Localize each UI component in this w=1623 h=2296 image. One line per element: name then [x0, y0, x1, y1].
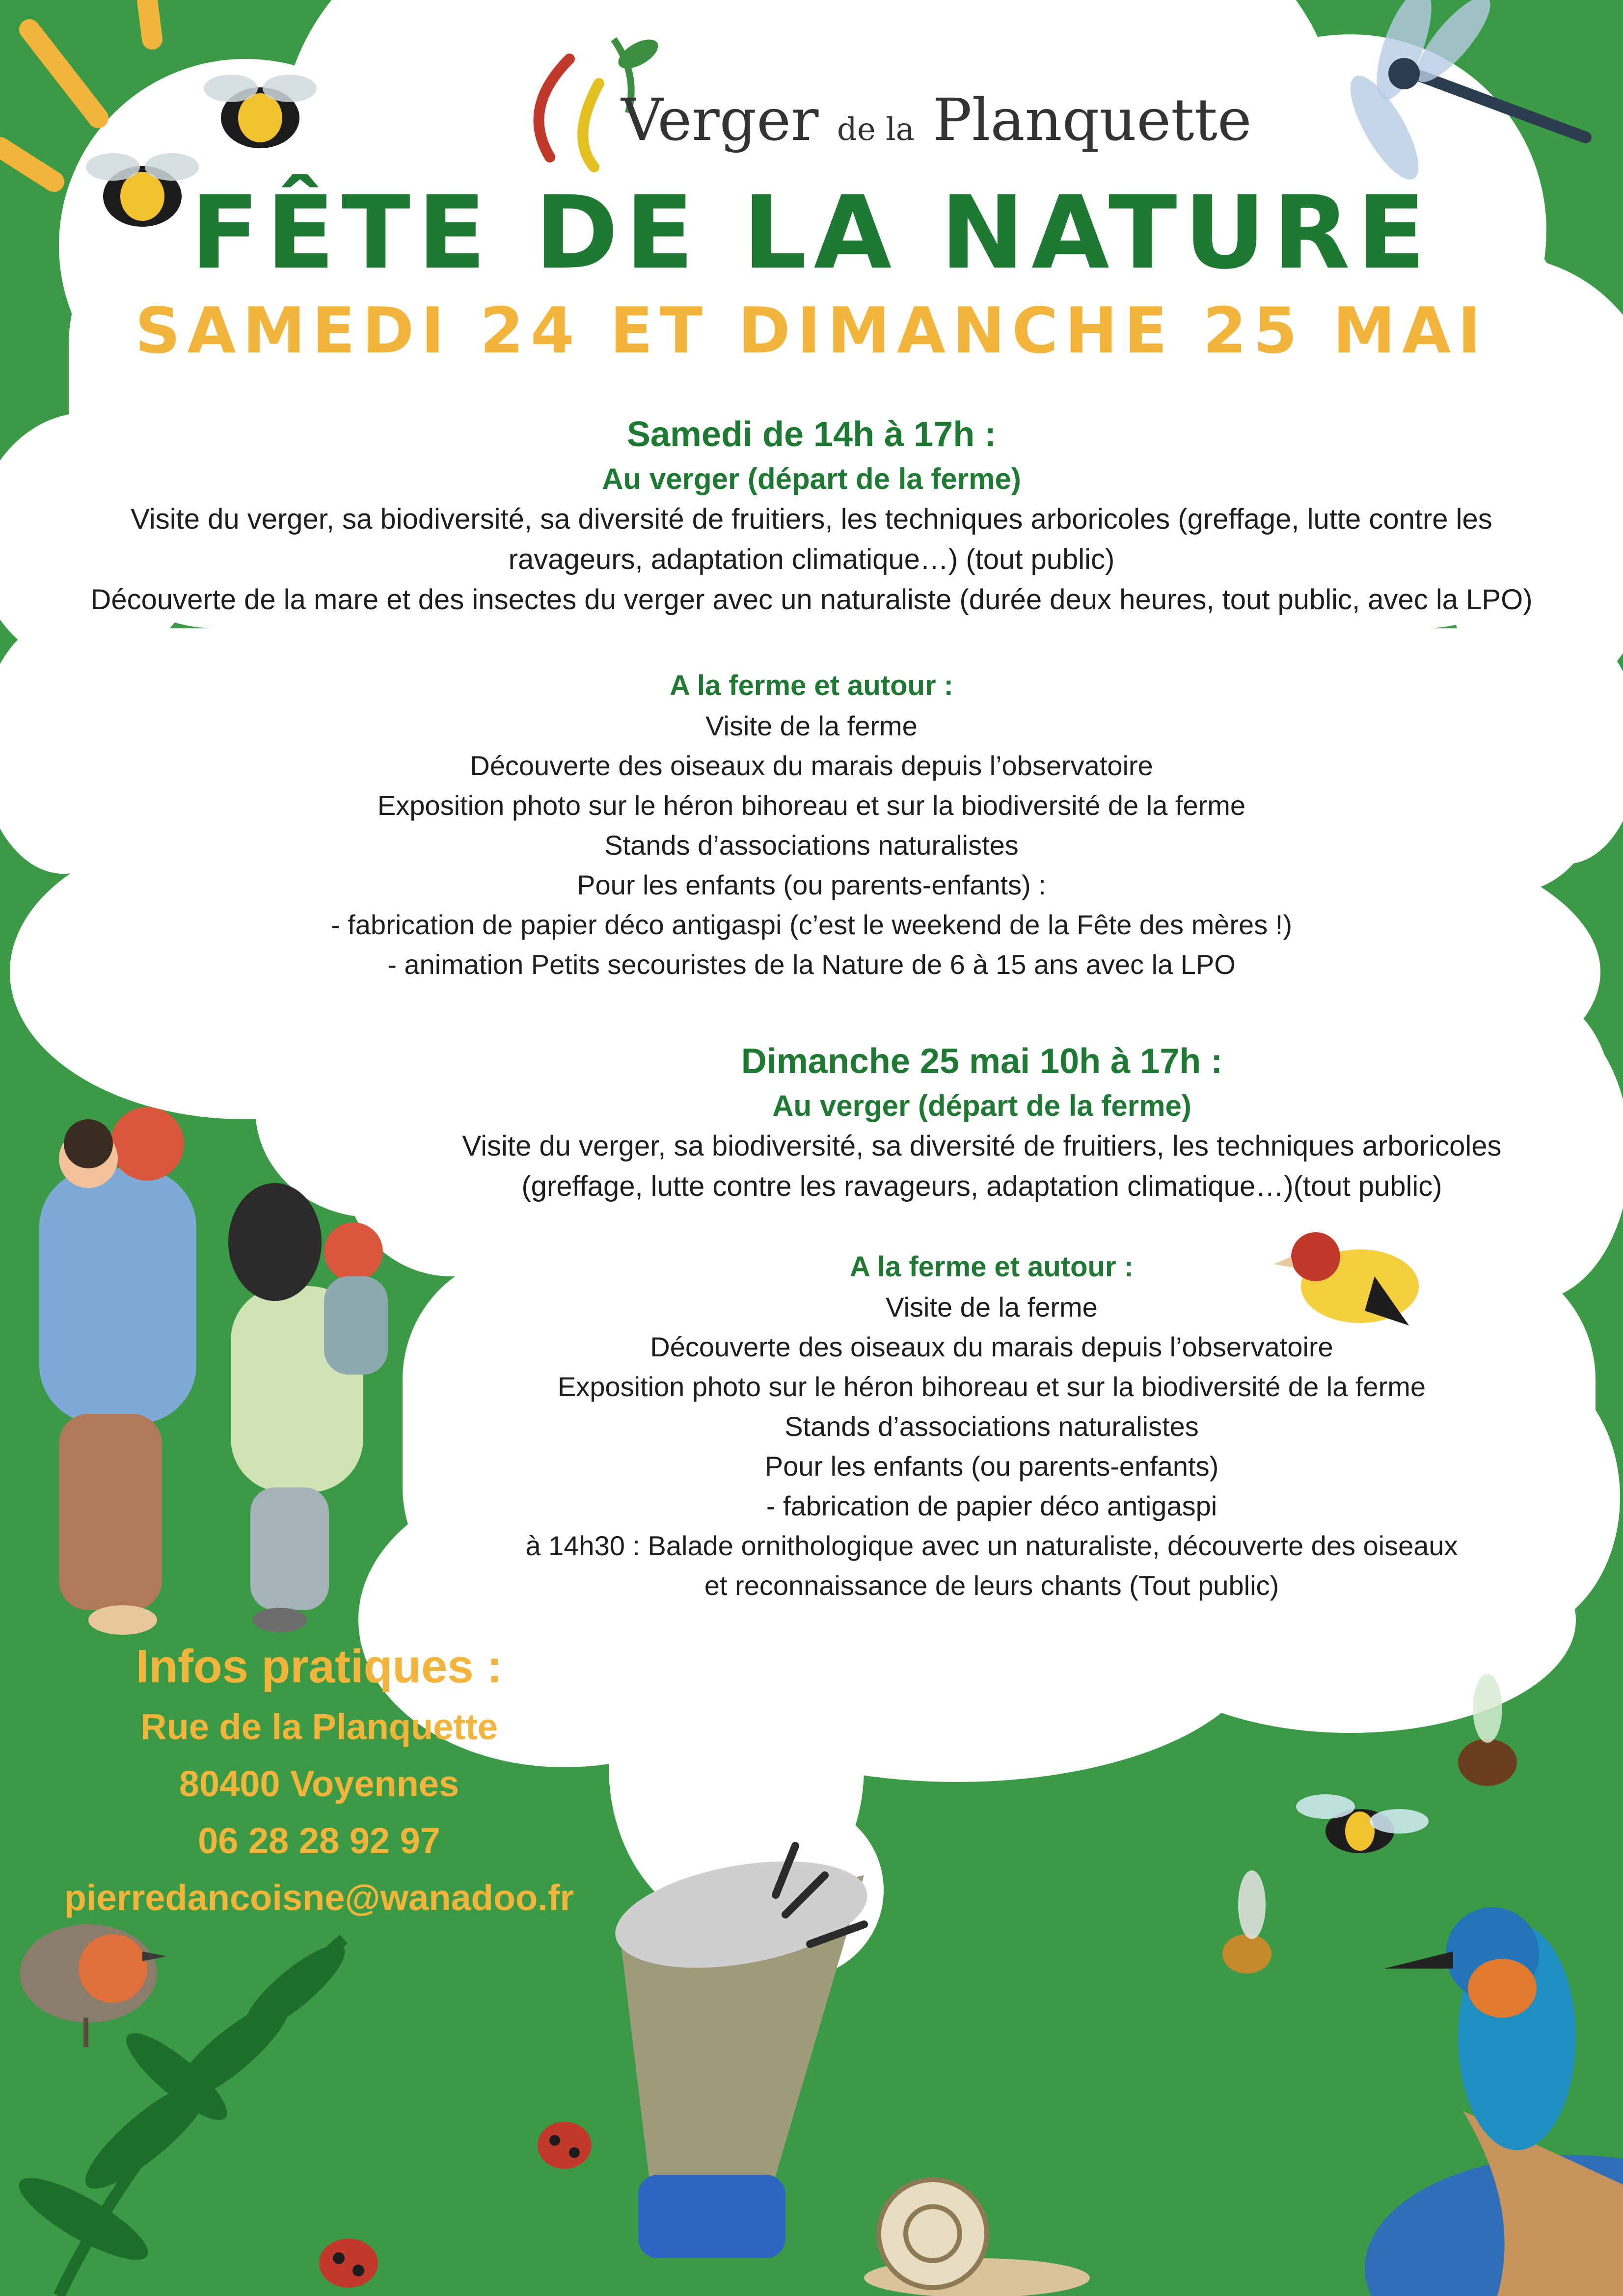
- logo-wordmark: [621, 86, 1252, 154]
- list-item: Exposition photo sur le héron bihoreau et sur la biodiversité de la ferme: [557, 1371, 1426, 1402]
- list-item: Stands d’associations naturalistes: [604, 830, 1019, 861]
- ladybug-icon: [319, 2239, 378, 2288]
- infos-phone[interactable]: 06 28 28 92 97: [198, 1820, 440, 1861]
- page-title: FÊTE DE LA NATURE: [190, 175, 1433, 292]
- saturday-section: [0, 410, 1623, 620]
- logo-name-part2: de la: [837, 111, 915, 148]
- sunday-ferme-heading: A la ferme et autour :: [850, 1251, 1134, 1283]
- infos-email[interactable]: pierredancoisne@wanadoo.fr: [64, 1877, 574, 1918]
- list-item: - animation Petits secouristes de la Nature de 6 à 15 ans avec la LPO: [387, 949, 1236, 980]
- list-item: Découverte des oiseaux du marais depuis l’observatoire: [650, 1331, 1333, 1362]
- list-item: - fabrication de papier déco antigaspi (c’est le weekend de la Fête des mères !): [331, 909, 1292, 940]
- infos-heading: Infos pratiques :: [135, 1640, 503, 1693]
- page-subtitle: SAMEDI 24 ET DIMANCHE 25 MAI: [135, 295, 1488, 368]
- sunday-ferme-section: [427, 1247, 1556, 1605]
- sunday-verger-list: [378, 1126, 1586, 1207]
- list-item: Découverte des oiseaux du marais depuis l’observatoire: [470, 750, 1153, 781]
- saturday-ferme-list: [0, 706, 1623, 984]
- list-item: Pour les enfants (ou parents-enfants): [764, 1451, 1219, 1482]
- list-item: - fabrication de papier déco antigaspi: [766, 1490, 1217, 1521]
- ladybug-icon: [538, 2122, 592, 2169]
- saturday-verger-list: [0, 499, 1623, 620]
- saturday-ferme-section: [0, 666, 1623, 984]
- saturday-heading: Samedi de 14h à 17h :: [626, 415, 997, 454]
- sunday-section: [378, 1037, 1586, 1207]
- list-item: Pour les enfants (ou parents-enfants) :: [577, 869, 1046, 900]
- list-item: ravageurs, adaptation climatique…) (tout public): [508, 543, 1115, 575]
- infos-address: Rue de la Planquette: [140, 1706, 498, 1747]
- list-item: Visite du verger, sa biodiversité, sa diversité de fruitiers, les techniques arboricoles: [462, 1130, 1502, 1162]
- infos-pratiques: [0, 1635, 638, 1926]
- list-item: Découverte de la mare et des insectes du verger avec un naturaliste (durée deux heures, tout public, avec la LPO): [90, 584, 1533, 616]
- list-item: (greffage, lutte contre les ravageurs, adaptation climatique…)(tout public): [521, 1170, 1442, 1202]
- saturday-verger-heading: Au verger (départ de la ferme): [602, 462, 1021, 495]
- logo-name-part1: Verger: [621, 86, 819, 154]
- logo-name-part3: Planquette: [933, 86, 1252, 154]
- sunday-heading: Dimanche 25 mai 10h à 17h :: [741, 1042, 1223, 1081]
- list-item: Visite de la ferme: [886, 1292, 1098, 1323]
- saturday-ferme-heading: A la ferme et autour :: [670, 670, 953, 702]
- list-item: et reconnaissance de leurs chants (Tout public): [704, 1570, 1279, 1601]
- sunday-verger-heading: Au verger (départ de la ferme): [772, 1089, 1191, 1122]
- list-item: Exposition photo sur le héron bihoreau et sur la biodiversité de la ferme: [377, 790, 1246, 821]
- list-item: Visite de la ferme: [705, 710, 918, 741]
- list-item: à 14h30 : Balade ornithologique avec un naturaliste, découverte des oiseaux: [525, 1530, 1458, 1561]
- sunday-ferme-list: [427, 1287, 1556, 1605]
- list-item: Visite du verger, sa biodiversité, sa diversité de fruitiers, les techniques arboricoles (greffage, lutte contre les: [131, 503, 1492, 535]
- infos-city: 80400 Voyennes: [179, 1763, 460, 1804]
- list-item: Stands d’associations naturalistes: [784, 1411, 1199, 1442]
